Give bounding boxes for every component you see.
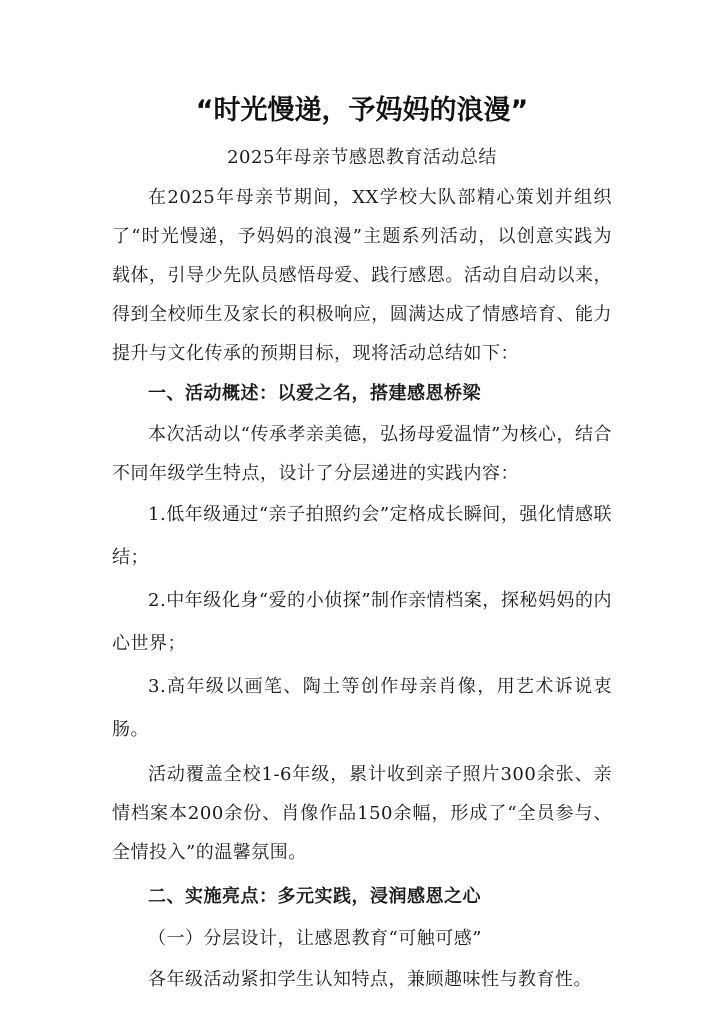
highlights-paragraph: 各年级活动紧扣学生认知特点，兼顾趣味性与教育性。 [148, 969, 592, 990]
document-subtitle: 2025年母亲节感恩教育活动总结 [227, 147, 497, 168]
summary-paragraph: 活动覆盖全校1-6年级，累计收到亲子照片300余张、亲情档案本200余份、肖像作品150余幅，形成了“全员参与、全情投入”的温馨氛围。 [112, 764, 612, 863]
document-title: “时光慢递，予妈妈的浪漫” [195, 95, 529, 126]
section-heading-highlights: 二、实施亮点：多元实践，浸润感恩之心 [148, 886, 481, 907]
list-item-low-grade: 1.低年级通过“亲子拍照约会”定格成长瞬间，强化情感联结； [112, 504, 612, 568]
list-item-high-grade: 3.高年级以画笔、陶土等创作母亲肖像，用艺术诉说衷肠。 [112, 676, 612, 740]
document-body [112, 88, 612, 999]
list-item-mid-grade: 2.中年级化身“爱的小侦探”制作亲情档案，探秘妈妈的内心世界； [112, 590, 612, 654]
overview-paragraph: 本次活动以“传承孝亲美德，弘扬母爱温情”为核心，结合不同年级学生特点，设计了分层递进的实践内容： [112, 424, 612, 484]
intro-paragraph: 在2025年母亲节期间，XX学校大队部精心策划并组织了“时光慢递，予妈妈的浪漫”主题系列活动，以创意实践为载体，引导少先队员感悟母爱、践行感恩。活动自启动以来，得到全校师生及家长的积极响应，圆满达成了情感培育、能力提升与文化传承的预期目标，现将活动总结如下： [112, 187, 612, 364]
subsection-heading-layered-design: （一）分层设计，让感恩教育“可触可感” [148, 928, 482, 949]
section-heading-overview: 一、活动概述：以爱之名，搭建感恩桥梁 [148, 383, 481, 404]
